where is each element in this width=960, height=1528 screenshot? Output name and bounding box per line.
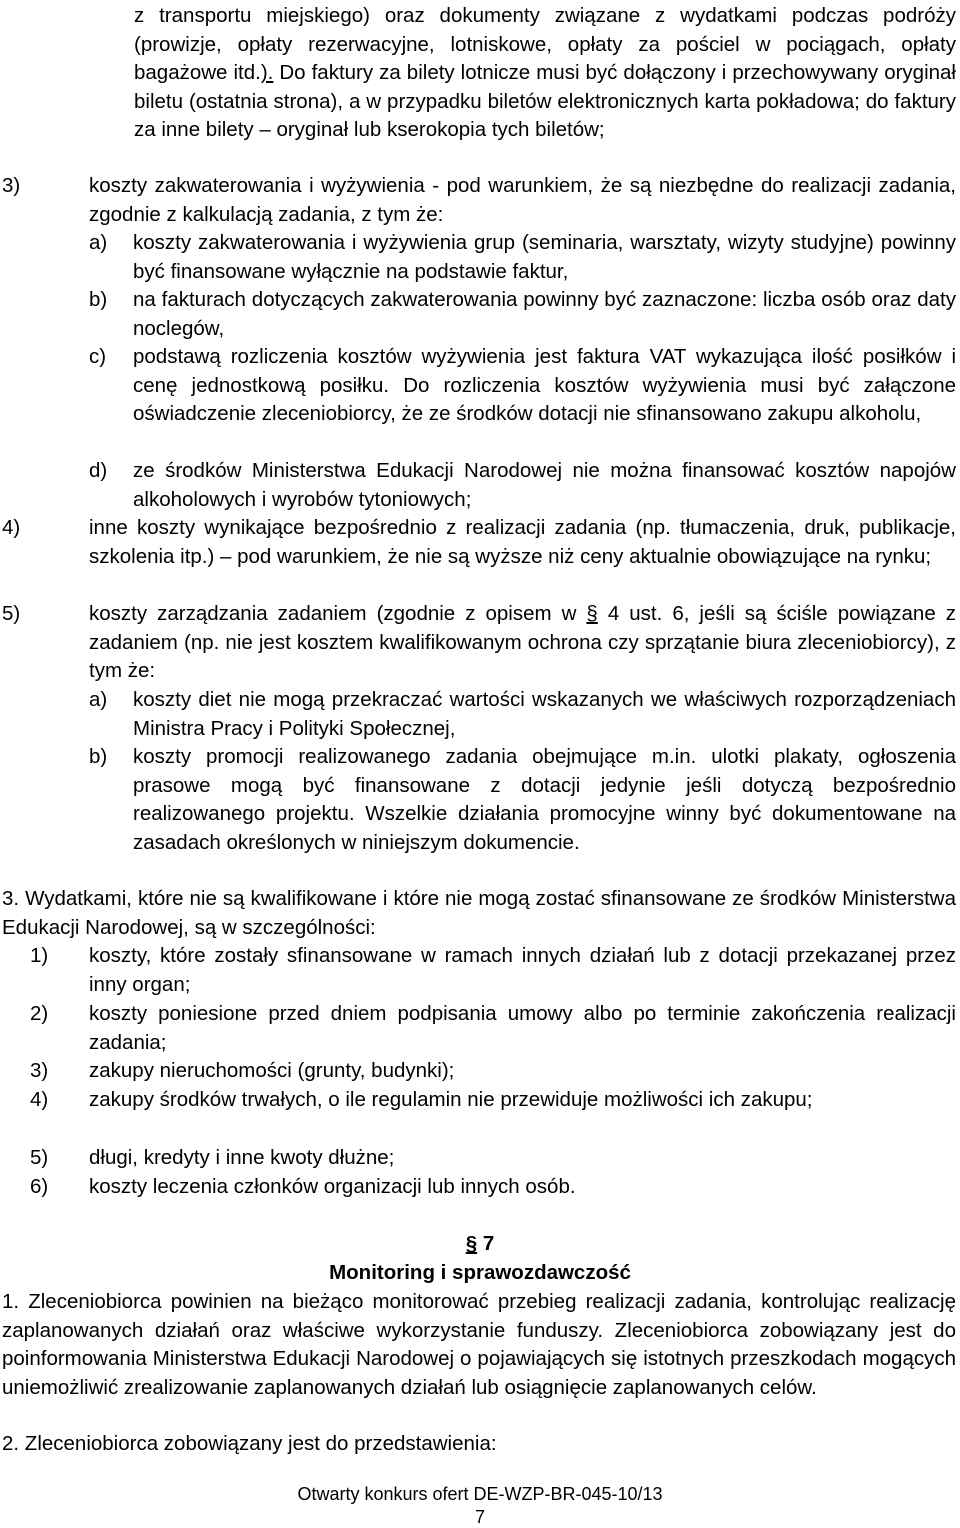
section-sign-link: § xyxy=(586,602,598,625)
list-number: 2) xyxy=(30,1002,49,1025)
list-number: 3) xyxy=(30,1059,49,1082)
list-number: 1) xyxy=(30,944,49,967)
sub-number: c) xyxy=(89,345,107,368)
list-item xyxy=(2,1144,956,1173)
list-text: długi, kredyty i inne kwoty dłużne; xyxy=(89,1146,395,1169)
list-item xyxy=(2,1086,956,1115)
monitoring-paragraph-2: 2. Zleceniobiorca zobowiązany jest do przedstawienia: xyxy=(2,1432,497,1455)
sub-text: koszty zakwaterowania i wyżywienia grup (seminaria, warsztaty, wizyty studyjne) powinny być finansowane wyłącznie na podstawie faktur, xyxy=(133,231,956,283)
sub-text: koszty promocji realizowanego zadania obejmujące m.in. ulotki plakaty, ogłoszenia prasowe mogą być finansowane z dotacji jedynie jeśli dotyczą bezpośrednio realizowanego projektu. Wszelkie działania promocyjne winny być dokumentowane na zasadach określonych w niniejszym dokumencie. xyxy=(133,745,956,854)
sub-number: b) xyxy=(89,745,108,768)
list-text: koszty, które zostały sfinansowane w ramach innych działań lub z dotacji przekazanej przez inny organ; xyxy=(89,944,956,996)
list-number: 3) xyxy=(2,174,21,197)
intro-line: z transportu miejskiego) oraz dokumenty związane z wydatkami podczas podróży (prowizje, opłaty rezerwacyjne, lotniskowe, opłaty za pościel w pociągach, opłaty bagażowe itd. xyxy=(134,4,956,84)
sub-item-3c xyxy=(89,343,956,429)
sub-item-3a xyxy=(89,229,956,286)
sub-number: d) xyxy=(89,459,108,482)
section-sign: § xyxy=(465,1232,478,1255)
list-text: koszty zakwaterowania i wyżywienia - pod warunkiem, że są niezbędne do realizacji zadania, zgodnie z kalkulacją zadania, z tym że: xyxy=(89,174,956,226)
intro-paragraph xyxy=(134,2,956,145)
sub-item-3d xyxy=(89,457,956,514)
list-text: inne koszty wynikające bezpośrednio z realizacji zadania (np. tłumaczenia, druk, publikacje, szkolenia itp.) – pod warunkiem, że nie są wyższe niż ceny aktualnie obowiązujące na rynku; xyxy=(89,516,956,568)
monitoring-paragraph-1: 1. Zleceniobiorca powinien na bieżąco monitorować przebieg realizacji zadania, kontrolując realizację zaplanowanych działań oraz właściwe wykorzystanie funduszy. Zleceniobiorca zobowiązany jest do poinformowania Ministerstwa Edukacji Narodowej o pojawiających się istotnych przeszkodach mogących uniemożliwić zrealizowanie zaplanowanych działań lub osiągnięcie zaplanowanych celów. xyxy=(2,1290,956,1399)
intro-tail: ). xyxy=(260,61,274,84)
sub-item-5b xyxy=(89,743,956,857)
section-number xyxy=(0,1229,960,1259)
list-item xyxy=(2,1173,956,1202)
list-text xyxy=(89,600,956,686)
paragraph-3: 3. Wydatkami, które nie są kwalifikowane i które nie mogą zostać sfinansowane ze środków Ministerstwa Edukacji Narodowej, są w szczególności: xyxy=(2,887,956,939)
sub-number: a) xyxy=(89,231,108,254)
sub-number: b) xyxy=(89,288,108,311)
section-number-text: 7 xyxy=(477,1232,495,1255)
list-number: 4) xyxy=(30,1088,49,1111)
sub-number: a) xyxy=(89,688,108,711)
list-text-part: koszty zarządzania zadaniem (zgodnie z opisem w xyxy=(89,602,587,625)
list-text: zakupy środków trwałych, o ile regulamin nie przewiduje możliwości ich zakupu; xyxy=(89,1088,813,1111)
list-item-5 xyxy=(2,600,956,686)
list-item xyxy=(2,942,956,999)
section-title: Monitoring i sprawozdawczość xyxy=(329,1261,631,1284)
list-number: 4) xyxy=(2,516,21,539)
list-item-4 xyxy=(2,514,956,571)
intro-rest: Do faktury za bilety lotnicze musi być dołączony i przechowywany oryginał biletu (ostatnia strona), a w przypadku biletów elektronicznych karta pokładowa; do faktury za inne bilety – oryginał lub kserokopia tych biletów; xyxy=(134,61,956,141)
footer-text: Otwarty konkurs ofert DE-WZP-BR-045-10/13 xyxy=(297,1484,663,1504)
list-item xyxy=(2,1000,956,1057)
list-number: 6) xyxy=(30,1175,49,1198)
sub-text: podstawą rozliczenia kosztów wyżywienia jest faktura VAT wykazująca ilość posiłków i cenę jednostkową posiłku. Do rozliczenia kosztów wyżywienia musi być załączone oświadczenie zleceniobiorcy, że ze środków dotacji nie sfinansowano zakupu alkoholu, xyxy=(133,345,956,425)
list-number: 5) xyxy=(2,602,21,625)
sub-item-5a xyxy=(89,686,956,743)
sub-text: na fakturach dotyczących zakwaterowania powinny być zaznaczone: liczba osób oraz daty noclegów, xyxy=(133,288,956,340)
list-item xyxy=(2,1057,956,1086)
list-item-3 xyxy=(2,172,956,229)
list-number: 5) xyxy=(30,1146,49,1169)
list-text-part: 4 ust. 6, jeśli są ściśle powiązane z zadaniem (np. nie jest kosztem kwalifikowanym ochrona czy sprzątanie biura zleceniobiorcy), z tym że: xyxy=(89,602,956,682)
list-text: koszty leczenia członków organizacji lub innych osób. xyxy=(89,1175,576,1198)
list-text: koszty poniesione przed dniem podpisania umowy albo po terminie zakończenia realizacji zadania; xyxy=(89,1002,956,1054)
sub-text: ze środków Ministerstwa Edukacji Narodowej nie można finansować kosztów napojów alkoholowych i wyrobów tytoniowych; xyxy=(133,459,956,511)
sub-text: koszty diet nie mogą przekraczać wartości wskazanych we właściwych rozporządzeniach Ministra Pracy i Polityki Społecznej, xyxy=(133,688,956,740)
page-number: 7 xyxy=(474,1507,485,1527)
sub-item-3b xyxy=(89,286,956,343)
list-text: zakupy nieruchomości (grunty, budynki); xyxy=(89,1059,455,1082)
